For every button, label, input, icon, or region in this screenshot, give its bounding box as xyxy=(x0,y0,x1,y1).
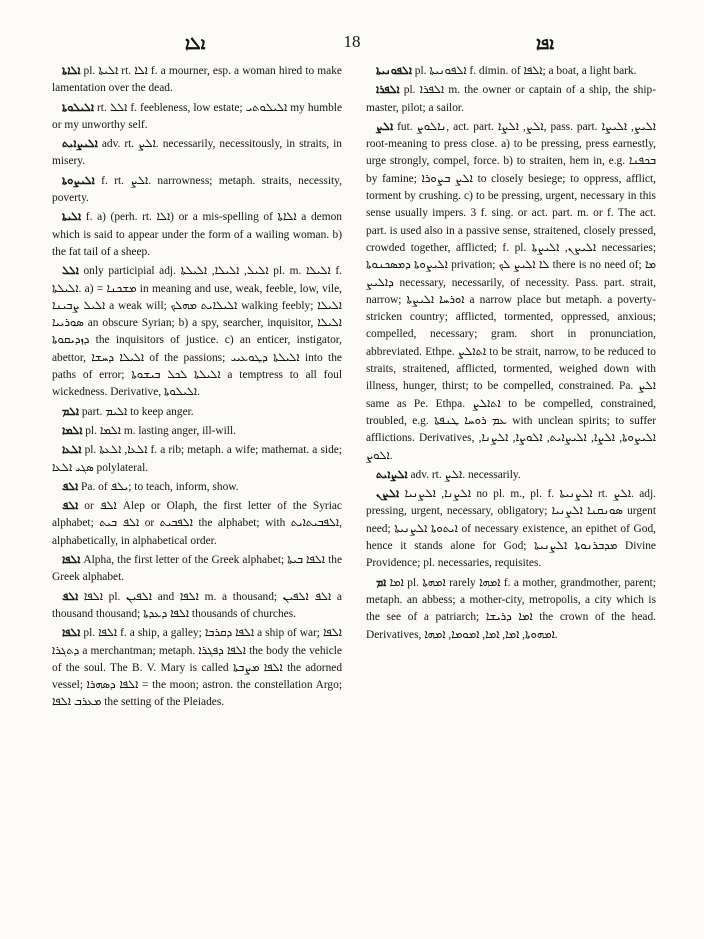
entry-text: adv. rt. ܐܠܨ. necessarily. xyxy=(410,468,521,481)
page-header xyxy=(50,28,654,58)
headword: ܐܡ xyxy=(376,575,387,589)
headword: ܐܠܝܨܐܝܬ xyxy=(62,137,98,151)
headword: ܐܠܠ xyxy=(62,264,79,278)
entry-text: pl. ܐܠܡܐ m. lasting anger, ill-will. xyxy=(85,424,236,437)
dictionary-entry xyxy=(52,208,342,261)
dictionary-entry xyxy=(52,441,342,477)
headword: ܐܠܦܐ xyxy=(62,626,81,640)
headword: ܐܠܦ xyxy=(62,589,79,603)
dictionary-entry xyxy=(366,118,656,465)
headword: ܐܠܦܘܢܝܬܐ xyxy=(376,64,412,77)
dictionary-entry xyxy=(52,422,342,440)
entry-text: f. rt. ܐܠܨ. narrowness; metaph. straits, necessity, poverty. xyxy=(52,174,342,205)
dictionary-entry xyxy=(366,485,656,572)
dictionary-entry xyxy=(52,624,342,711)
entry-text: ܐܡܐ pl. ܐܡܗܬܐ rarely ܐܡܗܐ f. a mother, grandmother, parent; metaph. an abbess; a mother-city, metropolis, a city which is the see of a patriarch; ܐܡܐ ܕܪܝܫܐ the crown of the head. Derivatives, ܐܡܗܘܬܐ, ܐܡܐ, ܐܡܐ, ܐܡܘܡܐ, ܐܡܗܐ. xyxy=(366,576,656,641)
dictionary-entry xyxy=(366,62,656,80)
entry-text: ܐܠܦܐ pl. ܐܠܦܝܢ and ܐܠܦܐ m. a thousand; ܐܠܦ ܐܠܦܝܢ a thousand thousand; ܐܠܦܐ ܕܥܕܬܐ thousands of churches. xyxy=(52,590,342,620)
headword: ܐܠܡ xyxy=(62,404,79,418)
dictionary-entry xyxy=(52,478,342,496)
headword: ܐܠܦܐ xyxy=(62,553,81,567)
dictionary-entry xyxy=(52,99,342,135)
headword: ܐܠܨ xyxy=(376,119,394,133)
dictionary-entry xyxy=(366,81,656,117)
headword: ܐܠܝܠܘܬܐ xyxy=(62,100,94,114)
dictionary-entry xyxy=(52,172,342,208)
headword: ܐܠܨܐܝܬ xyxy=(376,467,408,481)
dictionary-entry xyxy=(52,262,342,401)
headword: ܐܠܦܪܐ xyxy=(376,83,400,97)
dictionary-entry xyxy=(366,574,656,644)
entry-text: Pa. of ܝܠܦ; to teach, inform, show. xyxy=(81,480,239,493)
headword: ܐܠܦ xyxy=(62,479,79,493)
headword: ܐܠܥܐ xyxy=(62,443,82,457)
entry-text: pl. ܐܠܦܪܐ m. the owner or captain of a ship, the ship-master, pilot; a sailor. xyxy=(366,84,656,114)
dictionary-entry xyxy=(52,551,342,587)
headword: ܐܠܝܨܘܬܐ xyxy=(62,173,95,187)
entry-text: ܐܠܨܢܐ, ܐܠܨܢܝܐ no pl. m., pl. f. ܐܠܨܢܝܬܐ rt. ܐܠܨ. adj. pressing, urgent, necessary, obligatory; ܣܘܢܩܢܐ ܐܠܨܢܝܐ urgent need; ܐܝܬܘܬܐ ܐܠܨܢܝܬܐ of necessary existence, an epithet of God, hence it stands alone for God; ܡܕܒܪܢܘܬܐ ܐܠܨܢܝܬܐ Divine Providence; pl. necessaries, requisites. xyxy=(366,488,657,570)
entry-text: f. a) (perh. rt. ܐܠܐ) or a mis-spelling of ܐܠܐܬܐ a demon which is said to appear under the form of a wailing woman. b) the fat tail of a sheep. xyxy=(52,211,342,258)
dictionary-entry xyxy=(366,466,656,484)
page-number: 18 xyxy=(343,32,361,51)
entry-text: pl. ܐܠܝܬܐ rt. ܐܠܐ f. a mourner, esp. a woman hired to make lamentation over the dead. xyxy=(52,65,342,95)
dictionary-entry xyxy=(52,497,342,550)
entry-text: or ܐܠܦ Alep or Olaph, the first letter of the Syriac alphabet; ܐܠܦ ܒܝܬ or ܐܠܦܒܝܬ the alphabet; with ܐܠܦܒܝܬܐܝܬ, alphabetically, in alphabetical order. xyxy=(52,500,342,547)
headword: ܐܠܦ xyxy=(62,499,79,513)
dictionary-entry xyxy=(52,588,342,624)
left-column xyxy=(52,62,342,713)
entry-text: pl. ܐܠܦܘܢܝܬܐ f. dimin. of ܐܠܦܐ; a boat, a light bark. xyxy=(414,65,637,77)
header-left-word: ܐܠܐ xyxy=(185,34,206,54)
dictionary-entry xyxy=(52,403,342,421)
headword: ܐܠܐܬܐ xyxy=(62,64,81,77)
entry-text: pl. ܐܠܥܐ, ܐܠܥܬܐ f. a rib; metaph. a wife; mathemat. a side; ܣܓܝ ܐܠܥܐ polylateral. xyxy=(52,444,342,474)
entry-text: pl. ܐܠܦܐ f. a ship, a galley; ܐܠܦܐ ܕܩܪܒܐ a ship of war; ܐܠܦܐ ܕܬܓܪܐ a merchantman; metaph. ܐܠܦܐ ܕܦܓܪܐ the body the vehicle of the soul. The B. V. Mary is called ܐܠܦܐ ܡܨܒܬܐ the adorned vessel; ܐܠܦܐ ܕܣܗܪܐ = the moon; astron. the constellation Argo; ܡܥܪܒ ܐܠܦܐ the setting of the Pleiades. xyxy=(52,627,343,709)
header-right-word: ܐܦܐ xyxy=(535,34,554,54)
entry-text: Alpha, the first letter of the Greek alphabet; ܐܠܦܐ ܒܝܬܐ the Greek alphabet. xyxy=(52,554,342,584)
right-column xyxy=(366,62,656,645)
entry-text: adv. rt. ܐܠܨ. necessarily, necessitously, in straits, in misery. xyxy=(52,138,342,168)
entry-text: fut. ܢܐܠܘܨ, act. part. ܐܠܨ, ܐܠܨܐ, pass. part. ܐܠܝܨ, ܐܠܝܨܐ root-meaning to press close. a) to be pressing, press earnestly, urge strongly, compel, force. b) to straiten, hem in, e.g. ܒܟܦܢܐ by famine; ܐܠܨ ܒܨܘܪܐ to closely besiege; to oppress, afflict, torment by crushing. c) to be pressing, urgent, necessary in this sense usually impers. 3 f. sing. or act. part. m. or f. The act. part. is used also in a passive sense, straitened, closely pressed, crowded together, afflicted; f. pl. ܐܠܝܨܢ, ܐܠܝܨܬܐ necessaries; ܐܠܝܨܘܬܐ ܕܡܣܟܢܘܬܐ privation; ܠܐ ܐܠܝܨ ܠܟ there is no need of; ܡܐ ܕܐܠܝܨ necessary, necessarily, of necessity. Pass. part. strait, narrow; ܐܘܪܚܐ ܐܠܝܨܬܐ a narrow place but metaph. a poverty-stricken country; afflicted, tormented, oppressed, anxious; compelled, necessary; gram. short in pronunciation, abbreviated. Ethpe. ܐܬܐܠܨ to be strait, narrow, to be reduced to straits, straitened, afflicted, tormented, weighed down with illness, hunger, thirst; to be compelled, constrained. Pa. ܐܠܨ same as Pe. Ethpa. ܐܬܐܠܨ to be compelled, constrained, troubled, e.g. ܥܡ ܪܘܚܐ ܛܢܦܬܐ with unclean spirits; to suffer afflictions. Derivatives, ܐܠܝܨܘܬܐ, ܐܠܨܐ, ܐܠܝܨܐܝܬ, ܐܠܘܨܐ, ܐܠܨܢܐ, ܐܠܘܨ. xyxy=(366,120,657,462)
headword: ܐܠܝܬܐ xyxy=(62,210,82,224)
dictionary-entry xyxy=(52,62,342,98)
entry-text: rt. ܐܠܠ f. feebleness, low estate; ܐܠܝܠܘܬܝ my humble or my unworthy self. xyxy=(52,101,343,131)
entry-text: only participial adj. ܐܠܝܠ, ܐܠܝܠܐ, ܐܠܝܠܬܐ pl. m. ܐܠܝܠܐ f. ܐܠܝܠܬܐ. a) = ܡܫܟܢܐ in meaning and use, weak, feeble, low, vile, ܐܠܝܠ ܨܒܝܢܐ a weak will; ܐܠܝܠܐܝܬ ܡܗܠܟ walking feebly; ܐܠܝܠܐ ܣܘܪܝܝܐ an obscure Syrian; b) a spy, searcher, inquisitor, ܐܠܝܠܐ ܕܙܕܝܩܘܬܐ the inquisitors of justice. c) an enticer, instigator, abettor, ܐܠܝܠܐ ܕܚܫܐ of the passions; ܐܠܝܠܬܐ ܕܛܘܥܝܝ into the paths of error; ܐܠܝܠܬܐ ܠܟܠ ܒܝܫܘܬܐ a temptress to all foul wickedness. Derivative, ܐܠܝܠܘܬܐ. xyxy=(52,265,343,399)
headword: ܐܠܨܢ xyxy=(376,487,400,501)
headword: ܐܠܡܐ xyxy=(62,423,83,437)
entry-text: part. ܐܠܝܡ to keep anger. xyxy=(81,405,194,418)
dictionary-entry xyxy=(52,135,342,171)
